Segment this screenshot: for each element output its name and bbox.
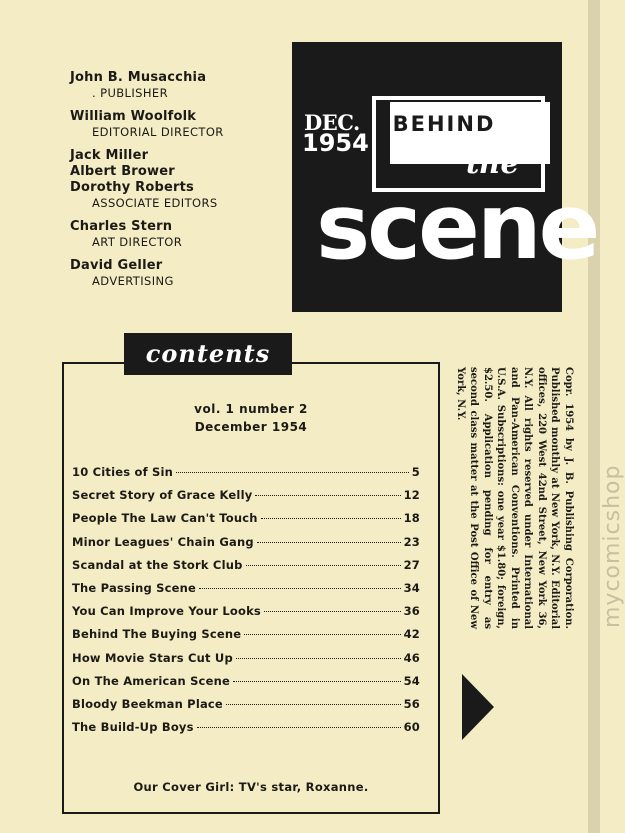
toc-entry[interactable] [72, 511, 420, 534]
toc-leader [244, 634, 400, 635]
toc-entry[interactable] [72, 488, 420, 511]
logo-year: 1954 [302, 129, 369, 157]
page-edge [588, 0, 600, 833]
staff-associate-editors [70, 148, 290, 210]
toc-page: 27 [403, 557, 420, 572]
table-of-contents [72, 465, 420, 743]
staff-art-director [70, 219, 290, 249]
contents-heading: contents [124, 333, 292, 375]
toc-leader [257, 542, 401, 543]
toc-title: The Build-Up Boys [72, 720, 194, 735]
toc-leader [255, 495, 400, 496]
toc-title: You Can Improve Your Looks [72, 604, 261, 619]
toc-page: 18 [403, 511, 420, 526]
toc-entry[interactable] [72, 558, 420, 581]
staff-role: EDITORIAL DIRECTOR [92, 125, 224, 139]
staff-name: David Geller [70, 258, 163, 273]
toc-entry[interactable] [72, 651, 420, 674]
toc-entry[interactable] [72, 535, 420, 558]
staff-name: William Woolfolk [70, 109, 197, 124]
toc-entry[interactable] [72, 720, 420, 743]
toc-page: 36 [403, 604, 420, 619]
toc-leader [236, 658, 401, 659]
toc-page: 60 [403, 720, 420, 735]
staff-role: ASSOCIATE EDITORS [92, 196, 218, 210]
toc-title: Behind The Buying Scene [72, 627, 242, 642]
toc-leader [233, 681, 401, 682]
toc-page: 54 [403, 673, 420, 688]
magazine-logo [292, 42, 598, 312]
toc-entry[interactable] [72, 581, 420, 604]
toc-leader [197, 727, 401, 728]
toc-leader [176, 472, 409, 473]
toc-entry[interactable] [72, 697, 420, 720]
toc-page: 23 [403, 534, 420, 549]
toc-title: Minor Leagues' Chain Gang [72, 534, 254, 549]
toc-title: Scandal at the Stork Club [72, 557, 243, 572]
staff-name: Albert Brower [70, 164, 175, 179]
toc-title: Bloody Beekman Place [72, 696, 223, 711]
staff-name: Dorothy Roberts [70, 180, 194, 195]
logo-month: DEC. [304, 110, 360, 135]
staff-masthead [70, 70, 290, 297]
toc-leader [226, 704, 401, 705]
toc-title: How Movie Stars Cut Up [72, 650, 233, 665]
toc-entry[interactable] [72, 674, 420, 697]
toc-entry[interactable] [72, 604, 420, 627]
issue-date: December 1954 [194, 420, 308, 434]
issue-volume: vol. 1 number 2 [194, 402, 308, 416]
staff-name: Jack Miller [70, 148, 149, 163]
toc-page: 42 [403, 627, 420, 642]
logo-scene: scene [316, 175, 598, 280]
toc-entry[interactable] [72, 465, 420, 488]
staff-publisher [70, 70, 290, 100]
toc-title: The Passing Scene [72, 580, 197, 595]
copyright-notice: Copr. 1954 by J. B. Publishing Corporation. Published monthly at New York, N.Y. Editorial offices, 220 West 42nd Street, New York 36, N.Y. All rights reserved under International and Pan-American Conventions. Printed in U.S.A. Subscriptions: one year $1.80; foreign, $2.50. Application pending for entry as second class matter at the Post Office of New York, N.Y. [455, 367, 574, 629]
staff-role: . PUBLISHER [92, 86, 168, 100]
toc-title: Secret Story of Grace Kelly [72, 488, 253, 503]
toc-page: 12 [403, 488, 420, 503]
toc-page: 34 [403, 580, 420, 595]
staff-advertising [70, 258, 290, 288]
staff-role: ART DIRECTOR [92, 235, 183, 249]
toc-leader [264, 611, 401, 612]
logo-behind: BEHIND [392, 112, 496, 136]
toc-page: 46 [403, 650, 420, 665]
watermark: mycomicshop [600, 464, 625, 628]
cover-girl-credit: Our Cover Girl: TV's star, Roxanne. [133, 780, 369, 794]
staff-name: John B. Musacchia [70, 70, 207, 85]
toc-leader [261, 518, 401, 519]
toc-title: 10 Cities of Sin [72, 465, 173, 479]
toc-page: 56 [403, 696, 420, 711]
toc-entry[interactable] [72, 627, 420, 650]
staff-role: ADVERTISING [92, 274, 174, 288]
staff-name: Charles Stern [70, 219, 173, 234]
staff-editorial-director [70, 109, 290, 139]
logo-the: the [466, 146, 519, 180]
toc-title: People The Law Can't Touch [72, 511, 258, 526]
toc-title: On The American Scene [72, 673, 230, 688]
toc-leader [199, 588, 401, 589]
arrow-right-icon [462, 674, 494, 740]
toc-leader [246, 565, 401, 566]
toc-page: 5 [411, 465, 420, 479]
